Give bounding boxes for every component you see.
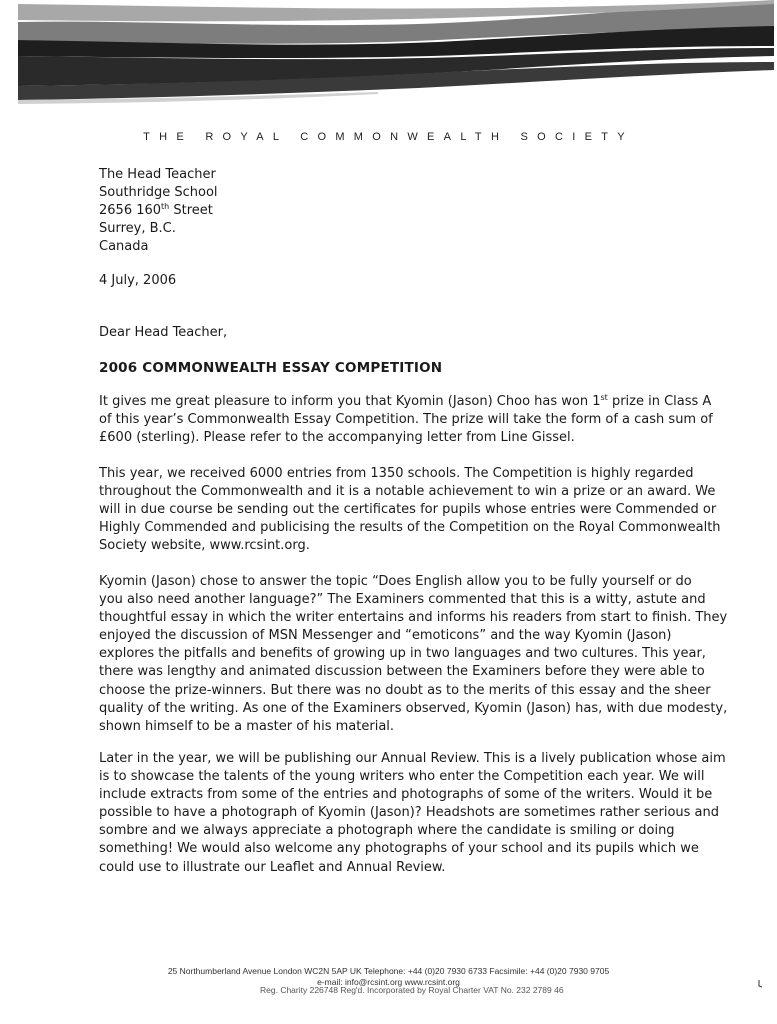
paragraph-line: is to showcase the talents of the young writers who enter the Competition each year. We will: [99, 769, 705, 785]
paragraph-line: Later in the year, we will be publishing our Annual Review. This is a lively publication whose aim: [99, 751, 726, 766]
paragraph-annual-review: [99, 750, 726, 877]
line-text: prize in Class A: [607, 394, 712, 409]
letterhead-banner: [18, 0, 774, 104]
recipient-address: [99, 166, 218, 256]
paragraph-line: choose the prize-winners. But there was no doubt as to the merits of this essay and the sheer: [99, 682, 711, 698]
street-name: Street: [169, 203, 213, 218]
paragraph-line: there was lengthy and animated discussion between the Examiners before they were able to: [99, 664, 705, 680]
paragraph-award: [99, 393, 714, 447]
street-number: 2656 160: [99, 203, 162, 218]
footer-address: 25 Northumberland Avenue London WC2N 5AP UK Telephone: +44 (0)20 7930 6733 Facsimile: +44 (0)20 7930 9705: [167, 966, 610, 976]
salutation: Dear Head Teacher,: [99, 325, 228, 340]
footer-contact: e-mail: info@rcsint.org www.rcsint.org: [317, 976, 460, 987]
footer-cut-line: [260, 985, 564, 995]
address-line: Southridge School: [99, 185, 218, 200]
paragraph-line: explores the pitfalls and benefits of growing up in two languages and two cultures. This year,: [99, 646, 706, 662]
paragraph-line: enjoyed the discussion of MSN Messenger and “emoticons” and the way Kyomin (Jason): [99, 628, 672, 644]
address-line-street: [99, 202, 218, 220]
paragraph-line: sombre and we always appreciate a photograph where the candidate is smiling or doing: [99, 823, 675, 839]
paragraph-line: £600 (sterling). Please refer to the accompanying letter from Line Gissel.: [99, 430, 575, 446]
scan-mark-icon: [757, 980, 763, 988]
address-line: The Head Teacher: [99, 167, 216, 182]
paragraph-line: possible to have a photograph of Kyomin (Jason)? Headshots are sometimes rather serious and: [99, 805, 720, 821]
letter-date: 4 July, 2006: [99, 273, 177, 288]
paragraph-line: something! We would also welcome any photographs of your school and its pupils which we: [99, 841, 699, 857]
paragraph-line: include extracts from some of the entries and photographs of some of the writers. Would it be: [99, 787, 713, 803]
address-line: Canada: [99, 239, 149, 254]
letterhead-footer: [0, 966, 777, 987]
ordinal-suffix: st: [600, 393, 608, 402]
paragraph-entries: [99, 465, 721, 555]
footer-registration: Reg. Charity 226748 Reg'd. Incorporated by Royal Charter VAT No. 232 2789 46: [260, 985, 564, 995]
paragraph-line: you also need another language?” The Examiners commented that this is a witty, astute and: [99, 592, 706, 608]
paragraph-line: quality of the writing. As one of the Examiners observed, Kyomin (Jason) has, with due modesty,: [99, 700, 728, 716]
paragraph-line: shown himself to be a master of his material.: [99, 718, 395, 734]
address-line: Surrey, B.C.: [99, 221, 176, 236]
letter-heading: 2006 COMMONWEALTH ESSAY COMPETITION: [99, 360, 443, 376]
line-text: It gives me great pleasure to inform you that Kyomin (Jason) Choo has won 1: [99, 394, 601, 409]
paragraph-line: This year, we received 6000 entries from 1350 schools. The Competition is highly regarded: [99, 466, 694, 481]
paragraph-line: of this year’s Commonwealth Essay Competition. The prize will take the form of a cash sum of: [99, 412, 713, 428]
paragraph-examiners: [99, 573, 728, 736]
street-ordinal-suffix: th: [161, 202, 170, 211]
paragraph-line: thoughtful essay in which the writer entertains and informs his readers from start to finish. They: [99, 610, 728, 626]
paragraph-line: will in due course be sending out the certificates for pupils whose entries were Commended or: [99, 502, 717, 518]
paragraph-line: throughout the Commonwealth and it is a notable achievement to win a prize or an award. We: [99, 484, 716, 500]
paragraph-line: Society website, www.rcsint.org.: [99, 538, 310, 554]
society-name: THE ROYAL COMMONWEALTH SOCIETY: [143, 131, 634, 143]
paragraph-line: [99, 393, 714, 411]
paragraph-line: Highly Commended and publicising the results of the Competition on the Royal Commonwealth: [99, 520, 721, 536]
paragraph-line: Kyomin (Jason) chose to answer the topic “Does English allow you to be fully yourself or do: [99, 574, 692, 589]
paragraph-line: could use to illustrate our Leaflet and Annual Review.: [99, 859, 446, 875]
